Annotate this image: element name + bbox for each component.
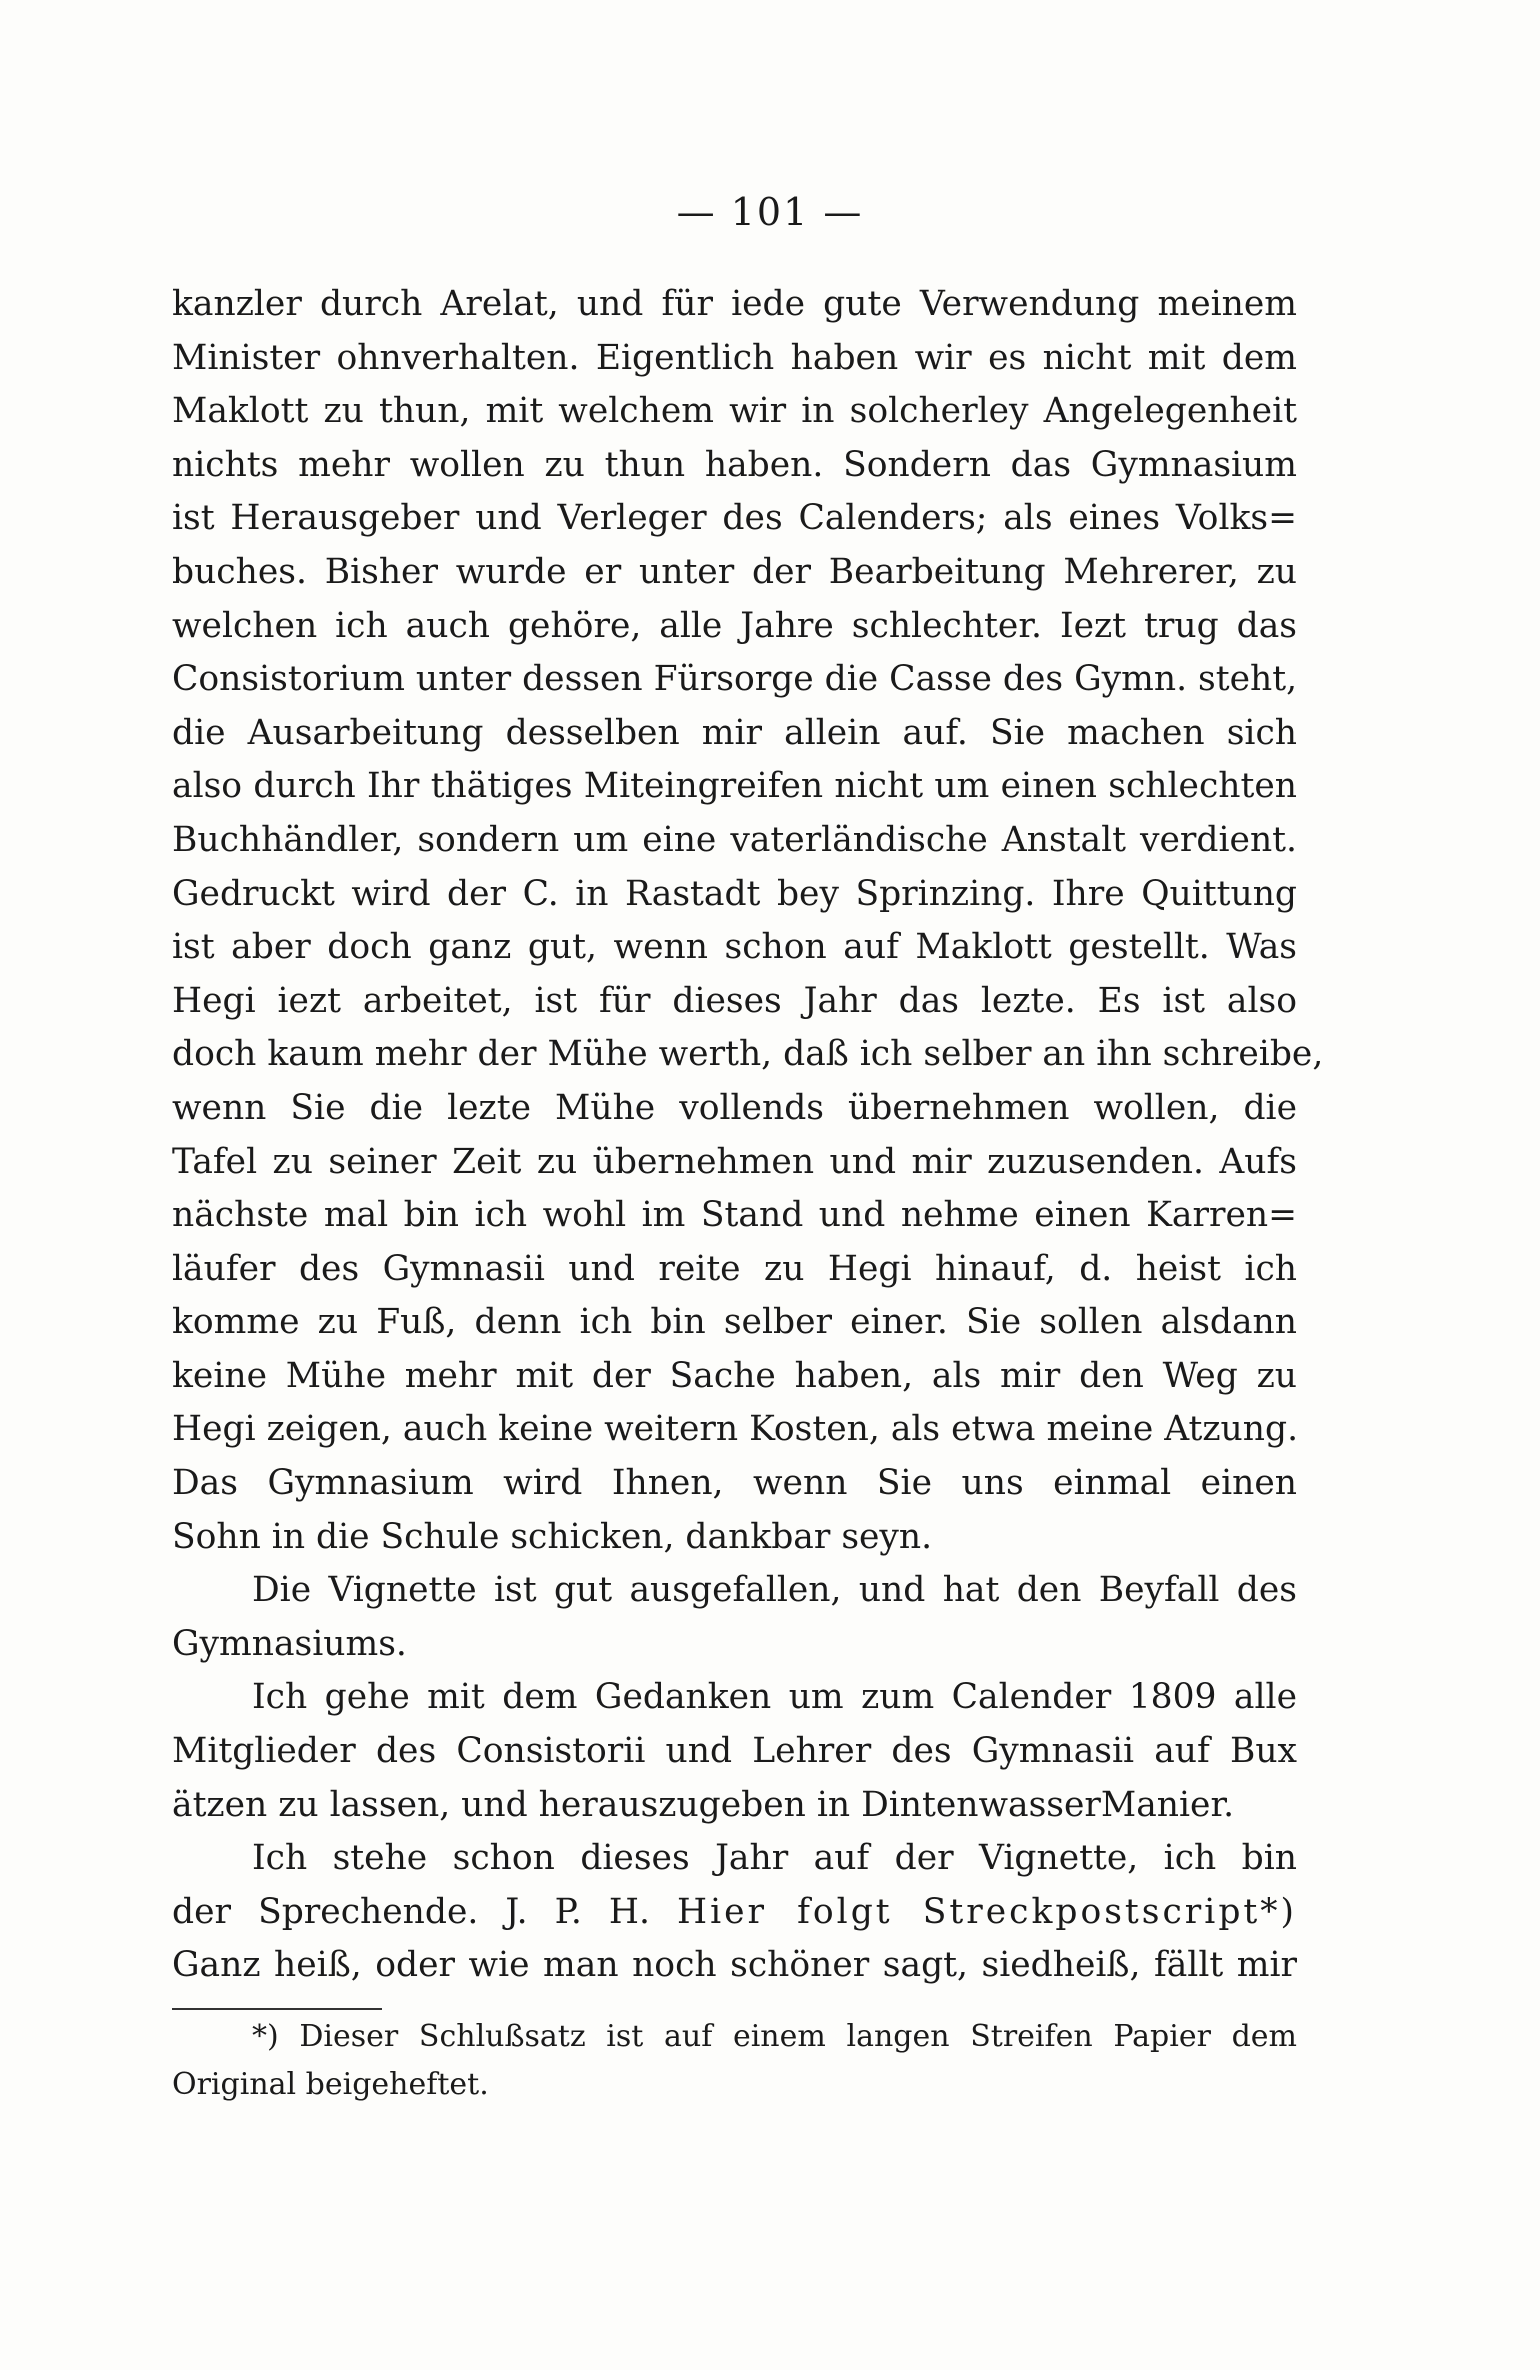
text-line: also durch Ihr thätiges Miteingreifen nicht um einen schlechten — [172, 766, 1297, 807]
text-line: doch kaum mehr der Mühe werth, daß ich selber an ihn schreibe, — [172, 1034, 1324, 1075]
signature-lead: der Sprechende. J. P. H. — [172, 1891, 650, 1932]
text-line: nichts mehr wollen zu thun haben. Sondern das Gymnasium — [172, 444, 1297, 485]
text-line: kanzler durch Arelat, und für iede gute Verwendung meinem — [172, 284, 1297, 324]
text-line: Das Gymnasium wird Ihnen, wenn Sie uns einmal einen — [172, 1463, 1297, 1504]
text-line: Mitglieder des Consistorii und Lehrer des Gymnasii auf Bux — [172, 1731, 1297, 1772]
text-line: Sohn in die Schule schicken, dankbar seyn. — [172, 1516, 933, 1557]
text-line: Ich stehe schon dieses Jahr auf der Vignette, ich bin — [252, 1838, 1297, 1879]
text-line: Ich gehe mit dem Gedanken um zum Calender 1809 alle — [252, 1677, 1297, 1718]
text-line: Buchhändler, sondern um eine vaterländische Anstalt verdient. — [172, 819, 1297, 860]
footnote-divider — [172, 2008, 382, 2010]
page-number: — 101 — — [676, 190, 864, 234]
text-line: Hegi iezt arbeitet, ist für dieses Jahr das lezte. Es ist also — [172, 980, 1297, 1021]
text-line-sprechende — [172, 1886, 1297, 1940]
body-text — [172, 278, 1324, 1993]
text-line: läufer des Gymnasii und reite zu Hegi hinauf, d. heist ich — [172, 1248, 1297, 1289]
text-line: wenn Sie die lezte Mühe vollends übernehmen wollen, die — [172, 1087, 1297, 1128]
text-line: Tafel zu seiner Zeit zu übernehmen und mir zuzusenden. Aufs — [172, 1141, 1297, 1182]
text-line: Hegi zeigen, auch keine weitern Kosten, als etwa meine Atzung. — [172, 1409, 1299, 1450]
text-line: Die Vignette ist gut ausgefallen, und hat den Beyfall des — [252, 1570, 1297, 1611]
text-line: Gedruckt wird der C. in Rastadt bey Sprinzing. Ihre Quittung — [172, 873, 1297, 914]
footnote-line: *) Dieser Schlußsatz ist auf einem langen Streifen Papier dem — [252, 2019, 1297, 2054]
text-line: Ganz heiß, oder wie man noch schöner sagt, siedheiß, fällt mir — [172, 1945, 1297, 1986]
text-line: ist aber doch ganz gut, wenn schon auf Maklott gestellt. Was — [172, 927, 1297, 968]
text-line: ist Herausgeber und Verleger des Calenders; als eines Volks= — [172, 498, 1297, 539]
text-line: welchen ich auch gehöre, alle Jahre schlechter. Iezt trug das — [172, 605, 1297, 646]
text-line: keine Mühe mehr mit der Sache haben, als mir den Weg zu — [172, 1355, 1297, 1396]
footnote-line: Original beigeheftet. — [172, 2067, 489, 2102]
text-line: buches. Bisher wurde er unter der Bearbeitung Mehrerer, zu — [172, 551, 1297, 592]
text-line: Minister ohnverhalten. Eigentlich haben wir es nicht mit dem — [172, 337, 1297, 378]
text-line: Consistorium unter dessen Fürsorge die Casse des Gymn. steht, — [172, 659, 1298, 700]
text-line: Gymnasiums. — [172, 1623, 407, 1664]
text-line: Maklott zu thun, mit welchem wir in solcherley Angelegenheit — [172, 391, 1297, 432]
text-line: die Ausarbeitung desselben mir allein auf. Sie machen sich — [172, 712, 1297, 753]
footnote — [172, 2013, 1297, 2109]
text-line: nächste mal bin ich wohl im Stand und nehme einen Karren= — [172, 1195, 1297, 1236]
spaced-postscript-heading: Hier folgt Streckpostscript*) — [677, 1891, 1297, 1932]
text-line: komme zu Fuß, denn ich bin selber einer. Sie sollen alsdann — [172, 1302, 1297, 1343]
text-line: ätzen zu lassen, und herauszugeben in DintenwasserManier. — [172, 1784, 1235, 1825]
